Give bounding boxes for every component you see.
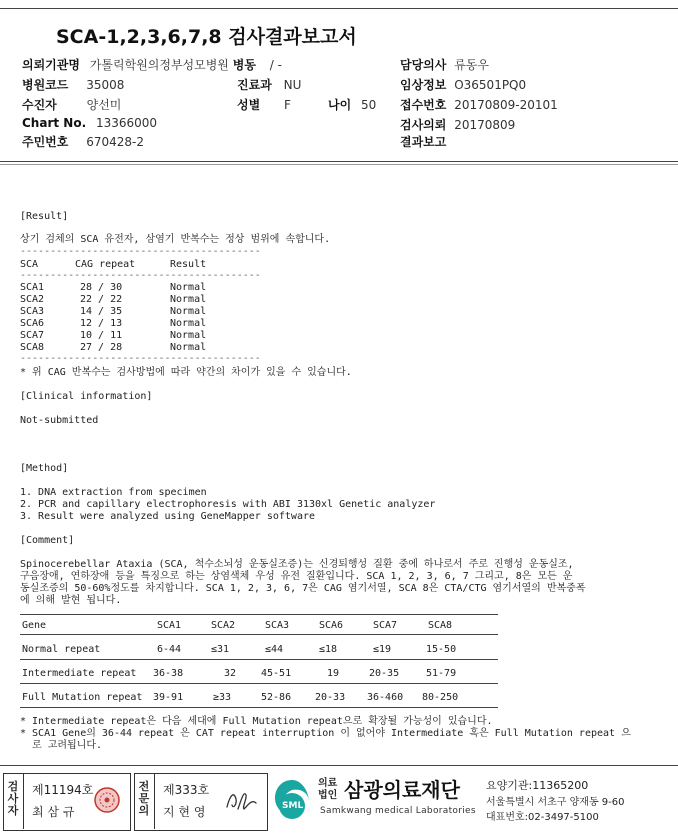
specialist-label: 전문의 (138, 780, 150, 817)
care-code: 요양기관:11365200 (486, 779, 589, 792)
clinical-heading: [Clinical information] (20, 391, 153, 402)
top-border (0, 8, 678, 9)
row-repeat: 28 / 30 (80, 282, 123, 293)
field-sex: 성별 F (237, 98, 291, 112)
comment-note: 로 고려됩니다. (20, 740, 103, 751)
comment-line: 동실조증의 50-60%정도를 차지합니다. SCA 1, 2, 3, 6, 7은 CAG 염기서열, SCA 8은 CTA/CTG 염기서열의 반복중폭 (20, 583, 586, 594)
row-result: Normal (170, 306, 207, 317)
footer-top-rule (0, 765, 678, 766)
gene-cell: ≤31 (211, 644, 230, 655)
specialist-name: 지 현 영 (163, 805, 206, 819)
row-gene: SCA3 (20, 306, 45, 317)
field-resident-number: 주민번호 670428-2 (22, 135, 144, 149)
comment-line: 구음장애, 연하장애 등을 특징으로 하는 상염색체 우성 유전 질환입니다. SCA 1, 2, 3, 6, 7 그리고, 8은 모든 운 (20, 571, 573, 582)
field-chart-number: Chart No. 13366000 (22, 116, 158, 130)
gene-cell: 45-51 (261, 668, 292, 679)
method-step: 2. PCR and capillary electrophoresis with ABI 3130xl Genetic analyzer (20, 499, 436, 510)
gene-col-header: SCA2 (211, 620, 236, 631)
clinical-text: Not-submitted (20, 415, 99, 426)
row-repeat: 12 / 13 (80, 318, 123, 329)
field-clinical-info: 임상정보 O36501PQ0 (400, 78, 527, 92)
gene-table-top-rule (20, 614, 498, 615)
gene-cell: 52-86 (261, 692, 292, 703)
gene-col-header: Gene (22, 620, 47, 631)
examiner-label: 검사자 (7, 780, 19, 817)
result-note: * 위 CAG 반복수는 검사방법에 따라 약간의 차이가 있을 수 있습니다. (20, 367, 352, 378)
result-divider-bottom: ---------------------------------------- (20, 353, 261, 364)
org-phone: 대표번호:02-3497-5100 (486, 812, 599, 823)
comment-line: 에 의해 발현 됩니다. (20, 595, 122, 606)
result-col-result: Result (170, 259, 207, 270)
gene-cell: ≥33 (213, 692, 232, 703)
gene-cell: ≤44 (265, 644, 284, 655)
gene-cell: 39-91 (153, 692, 184, 703)
gene-col-header: SCA8 (428, 620, 453, 631)
row-repeat: 22 / 22 (80, 294, 123, 305)
header-bottom-rule (0, 161, 678, 162)
gene-cell: Normal repeat (22, 644, 101, 655)
gene-cell: 19 (327, 668, 340, 679)
gene-col-header: SCA3 (265, 620, 290, 631)
gene-cell: 20-35 (369, 668, 400, 679)
result-divider-top: ---------------------------------------- (20, 246, 261, 257)
field-patient-name: 수진자 양선미 (22, 98, 122, 112)
gene-col-header: SCA7 (373, 620, 398, 631)
field-doctor: 담당의사 류동우 (400, 58, 489, 72)
examiner-name: 최 삼 규 (32, 805, 75, 819)
result-heading: [Result] (20, 211, 69, 222)
signature (224, 785, 260, 815)
row-result: Normal (170, 294, 207, 305)
gene-cell: 36-460 (367, 692, 404, 703)
row-gene: SCA2 (20, 294, 45, 305)
gene-cell: ≤18 (319, 644, 338, 655)
field-accession-number: 접수번호 20170809-20101 (400, 98, 558, 112)
row-result: Normal (170, 330, 207, 341)
row-gene: SCA7 (20, 330, 45, 341)
field-request-date: 검사의뢰 20170809 (400, 118, 516, 132)
gene-table-row-rule (20, 659, 498, 660)
row-repeat: 10 / 11 (80, 330, 123, 341)
gene-cell: 51-79 (426, 668, 457, 679)
gene-cell: 15-50 (426, 644, 457, 655)
org-logo-icon (272, 776, 312, 826)
org-name-en: Samkwang medical Laboratories (320, 806, 476, 816)
comment-note: * SCA1 Gene의 36-44 repeat 은 CAT repeat interruption 이 없어야 Intermediate 혹은 Full Mutation repeat 으 (20, 728, 631, 739)
field-hospital-code: 병원코드 35008 (22, 78, 125, 92)
gene-cell: ≤19 (373, 644, 392, 655)
row-result: Normal (170, 342, 207, 353)
comment-heading: [Comment] (20, 535, 75, 546)
result-col-cag: CAG repeat (75, 259, 136, 270)
field-requesting-institution: 의뢰기관명 가톨릭학원의정부성모병원 병동 / - (22, 58, 282, 72)
row-result: Normal (170, 318, 207, 329)
method-step: 1. DNA extraction from specimen (20, 487, 207, 498)
method-step: 3. Result were analyzed using GeneMapper software (20, 511, 316, 522)
gene-col-header: SCA1 (157, 620, 182, 631)
row-result: Normal (170, 282, 207, 293)
row-gene: SCA1 (20, 282, 45, 293)
comment-note: * Intermediate repeat은 다음 세대에 Full Mutation repeat으로 확장될 가능성이 있습니다. (20, 716, 493, 727)
examiner-license: 제11194호 (32, 783, 94, 797)
org-name: 삼광의료재단 (344, 778, 460, 802)
result-col-sca: SCA (20, 259, 39, 270)
logo-text: SML (282, 801, 304, 811)
comment-line: Spinocerebellar Ataxia (SCA, 척수소뇌성 운동실조증)는 신경퇴행성 질환 중에 하나로서 주로 진행성 운동실조, (20, 559, 574, 570)
row-gene: SCA6 (20, 318, 45, 329)
org-address: 서울특별시 서초구 양재동 9-60 (486, 797, 625, 808)
org-type: 의료법인 (318, 778, 338, 801)
gene-cell: 6-44 (157, 644, 182, 655)
result-summary: 상기 검체의 SCA 유전자, 삼염기 반복수는 정상 범위에 속합니다. (20, 234, 331, 245)
gene-col-header: SCA6 (319, 620, 344, 631)
gene-cell: Full Mutation repeat (22, 692, 143, 703)
gene-cell: Intermediate repeat (22, 668, 137, 679)
report-title: SCA-1,2,3,6,7,8 검사결과보고서 (56, 26, 357, 48)
gene-cell: 80-250 (422, 692, 459, 703)
field-department: 진료과 NU (237, 78, 302, 92)
gene-cell: 36-38 (153, 668, 184, 679)
field-age: 나이 50 (328, 98, 377, 112)
gene-cell: 20-33 (315, 692, 346, 703)
specialist-license: 제333호 (163, 783, 210, 797)
field-report-date: 결과보고 (400, 135, 447, 149)
header-bottom-rule-2 (0, 164, 678, 165)
row-gene: SCA8 (20, 342, 45, 353)
row-repeat: 27 / 28 (80, 342, 123, 353)
method-heading: [Method] (20, 463, 69, 474)
gene-table-header-rule (20, 634, 498, 635)
seal-stamp (93, 786, 121, 814)
gene-table-row-rule (20, 683, 498, 684)
gene-table-bottom-rule (20, 707, 498, 708)
gene-cell: 32 (224, 668, 237, 679)
result-divider-header: ---------------------------------------- (20, 270, 261, 281)
row-repeat: 14 / 35 (80, 306, 123, 317)
